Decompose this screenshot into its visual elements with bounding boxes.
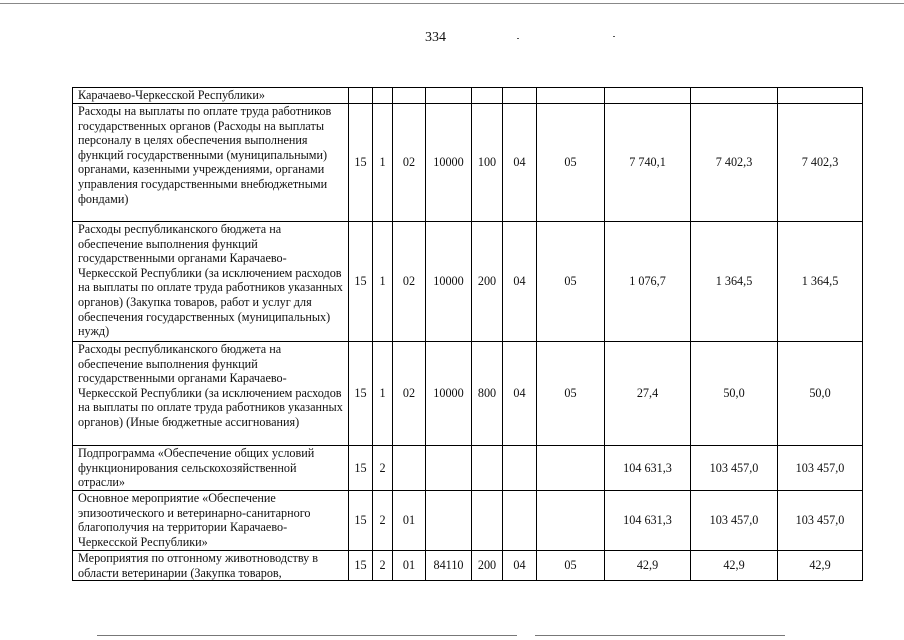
cell-admin: 15 — [349, 222, 373, 342]
cell-program: 1 — [373, 342, 393, 446]
cell-program: 1 — [373, 222, 393, 342]
cell-amount-2: 42,9 — [691, 551, 778, 581]
cell-amount-2: 103 457,0 — [691, 446, 778, 491]
cell-amount-1: 7 740,1 — [605, 104, 691, 222]
page-number: 334 — [425, 30, 446, 45]
row-description: Подпрограмма «Обеспечение общих условий функционирования сельскохозяйственной отрасли» — [73, 446, 349, 491]
row-description: Мероприятия по отгонному животноводству в области ветеринарии (Закупка товаров, — [73, 551, 349, 581]
cell-amount-1: 104 631,3 — [605, 446, 691, 491]
cell-admin: 15 — [349, 104, 373, 222]
cell-admin: 15 — [349, 491, 373, 551]
table-row — [73, 446, 863, 491]
cell-expense-type: 100 — [472, 104, 503, 222]
cell-amount-2 — [691, 88, 778, 104]
cell-amount-3: 7 402,3 — [778, 104, 863, 222]
cell-subsection — [537, 88, 605, 104]
cell-section: 04 — [503, 222, 537, 342]
table-row — [73, 104, 863, 222]
cell-program: 2 — [373, 446, 393, 491]
cell-amount-3: 42,9 — [778, 551, 863, 581]
table-row — [73, 88, 863, 104]
page-top-edge — [0, 3, 904, 4]
cell-direction: 10000 — [426, 342, 472, 446]
cell-program: 2 — [373, 551, 393, 581]
cell-direction: 10000 — [426, 104, 472, 222]
cell-expense-type — [472, 446, 503, 491]
cell-program: 2 — [373, 491, 393, 551]
cell-amount-3: 50,0 — [778, 342, 863, 446]
cell-direction: 84110 — [426, 551, 472, 581]
cell-section: 04 — [503, 104, 537, 222]
cell-program: 1 — [373, 104, 393, 222]
scan-speck — [517, 38, 519, 39]
cell-subsection — [537, 446, 605, 491]
cell-admin: 15 — [349, 551, 373, 581]
table-row — [73, 342, 863, 446]
cell-expense-type: 200 — [472, 551, 503, 581]
cell-section — [503, 88, 537, 104]
cell-amount-1: 42,9 — [605, 551, 691, 581]
cell-amount-3: 103 457,0 — [778, 446, 863, 491]
cell-expense-type — [472, 88, 503, 104]
cell-event — [393, 88, 426, 104]
cell-event: 02 — [393, 342, 426, 446]
table-row — [73, 551, 863, 581]
cell-event: 01 — [393, 551, 426, 581]
cell-section: 04 — [503, 342, 537, 446]
cell-subsection: 05 — [537, 342, 605, 446]
table-row — [73, 222, 863, 342]
cell-amount-2: 103 457,0 — [691, 491, 778, 551]
cell-direction — [426, 446, 472, 491]
cell-amount-3 — [778, 88, 863, 104]
cell-event: 02 — [393, 104, 426, 222]
cell-section — [503, 446, 537, 491]
cell-amount-3: 103 457,0 — [778, 491, 863, 551]
cell-amount-1 — [605, 88, 691, 104]
row-description: Расходы республиканского бюджета на обеспечение выполнения функций государственными органами Карачаево-Черкесской Республики (за исключением расходов на выплаты по оплате труда работников указанных органов) (Иные бюджетные ассигнования) — [73, 342, 349, 446]
cell-direction: 10000 — [426, 222, 472, 342]
cell-admin: 15 — [349, 446, 373, 491]
cell-amount-1: 1 076,7 — [605, 222, 691, 342]
cell-direction — [426, 88, 472, 104]
cell-amount-2: 50,0 — [691, 342, 778, 446]
scan-speck — [613, 36, 615, 37]
row-description: Расходы на выплаты по оплате труда работников государственных органов (Расходы на выплаты персоналу в целях обеспечения выполнения функций государственными (муниципальными) органами, казенными учреждениями, органами управления государственными внебюджетными фондами) — [73, 104, 349, 222]
cell-amount-3: 1 364,5 — [778, 222, 863, 342]
row-description: Основное мероприятие «Обеспечение эпизоотического и ветеринарно-санитарного благополучия на территории Карачаево-Черкесской Республики» — [73, 491, 349, 551]
row-description: Расходы республиканского бюджета на обеспечение выполнения функций государственными органами Карачаево-Черкесской Республики (за исключением расходов на выплаты по оплате труда работников указанных органов) (Закупка товаров, работ и услуг для обеспечения государственных (муниципальных) нужд) — [73, 222, 349, 342]
bottom-rule — [535, 635, 785, 636]
table-row — [73, 491, 863, 551]
bottom-rule — [97, 635, 517, 636]
cell-admin — [349, 88, 373, 104]
cell-event: 02 — [393, 222, 426, 342]
cell-event: 01 — [393, 491, 426, 551]
cell-section: 04 — [503, 551, 537, 581]
cell-expense-type: 800 — [472, 342, 503, 446]
cell-subsection: 05 — [537, 222, 605, 342]
cell-amount-2: 1 364,5 — [691, 222, 778, 342]
cell-amount-1: 104 631,3 — [605, 491, 691, 551]
cell-expense-type: 200 — [472, 222, 503, 342]
cell-subsection — [537, 491, 605, 551]
cell-subsection: 05 — [537, 104, 605, 222]
cell-amount-1: 27,4 — [605, 342, 691, 446]
cell-expense-type — [472, 491, 503, 551]
cell-section — [503, 491, 537, 551]
row-description: Карачаево-Черкесской Республики» — [73, 88, 349, 104]
cell-admin: 15 — [349, 342, 373, 446]
budget-table — [72, 87, 863, 581]
cell-event — [393, 446, 426, 491]
cell-program — [373, 88, 393, 104]
cell-direction — [426, 491, 472, 551]
cell-subsection: 05 — [537, 551, 605, 581]
cell-amount-2: 7 402,3 — [691, 104, 778, 222]
